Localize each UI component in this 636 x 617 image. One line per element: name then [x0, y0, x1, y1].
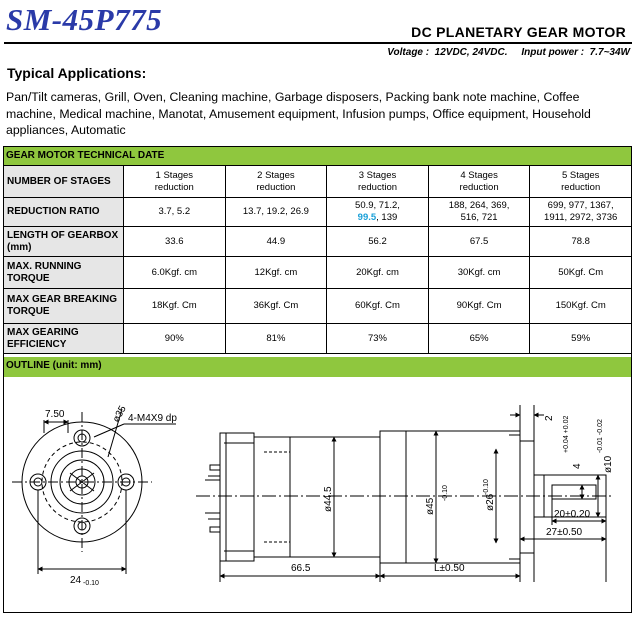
spec-section-bar: GEAR MOTOR TECHNICAL DATE	[3, 147, 632, 165]
row-label: NUMBER OF STAGES	[4, 166, 124, 198]
table-cell: 6.0Kgf. cm	[124, 257, 226, 289]
table-row	[4, 289, 632, 324]
table-cell: 56.2	[327, 227, 429, 257]
table-row	[4, 257, 632, 289]
table-cell: 44.9	[225, 227, 327, 257]
table-cell: 60Kgf. Cm	[327, 289, 429, 324]
table-cell: 3.7, 5.2	[124, 198, 226, 227]
front-view	[12, 409, 176, 574]
dim-445: ø44.5	[323, 486, 334, 512]
dim-45-tol: -0.10	[442, 485, 449, 501]
table-cell: 73%	[327, 324, 429, 354]
dim-l: L±0.50	[434, 563, 465, 574]
table-cell: 65%	[428, 324, 530, 354]
stage-header: 4 Stages reduction	[428, 166, 530, 198]
stage-header: 1 Stages reduction	[124, 166, 226, 198]
table-cell: 30Kgf. cm	[428, 257, 530, 289]
row-label: MAX. RUNNING TORQUE	[4, 257, 124, 289]
table-row	[4, 227, 632, 257]
table-cell: 699, 977, 1367, 1911, 2972, 3736	[530, 198, 632, 227]
dim-26: ø26	[485, 493, 496, 511]
dim-24: 24	[70, 575, 82, 586]
row-label: MAX GEAR BREAKING TORQUE	[4, 289, 124, 324]
table-cell: 90%	[124, 324, 226, 354]
table-cell: 78.8	[530, 227, 632, 257]
dim-10: ø10	[603, 455, 614, 473]
dim-45: ø45	[425, 497, 436, 515]
table-cell: 33.6	[124, 227, 226, 257]
spec-table	[3, 165, 632, 354]
table-cell: 18Kgf. Cm	[124, 289, 226, 324]
dim-750: 7.50	[45, 409, 65, 420]
dim-27: 27±0.50	[546, 527, 583, 538]
table-row	[4, 324, 632, 354]
dim-20: 20±0.20	[554, 509, 591, 520]
table-row	[4, 166, 632, 198]
dim-665: 66.5	[291, 563, 311, 574]
dim-24-tol: -0.10	[83, 580, 99, 587]
dim-2: 2	[544, 415, 555, 421]
side-view	[196, 405, 614, 582]
row-label: MAX GEARING EFFICIENCY	[4, 324, 124, 354]
table-cell: 188, 264, 369, 516, 721	[428, 198, 530, 227]
dim-26-tol: -0.10	[483, 479, 490, 495]
outline-section-bar: OUTLINE (unit: mm)	[3, 357, 632, 377]
dim-holes: 4-M4X9 dp	[128, 413, 177, 424]
dim-10-tol: -0.01 -0.02	[597, 419, 604, 453]
row-label: LENGTH OF GEARBOX (mm)	[4, 227, 124, 257]
table-cell: 50Kgf. Cm	[530, 257, 632, 289]
outline-drawing	[4, 377, 631, 611]
table-cell: 50.9, 71.2, 99.5, 139	[327, 198, 429, 227]
dim-4-tol: +0.04 +0.02	[563, 415, 570, 453]
table-cell: 36Kgf. Cm	[225, 289, 327, 324]
table-cell: 13.7, 19.2, 26.9	[225, 198, 327, 227]
product-heading: DC PLANETARY GEAR MOTOR	[411, 24, 626, 40]
table-cell: 67.5	[428, 227, 530, 257]
table-cell: 150Kgf. Cm	[530, 289, 632, 324]
table-cell: 59%	[530, 324, 632, 354]
dim-35: ø35	[110, 404, 129, 425]
table-row	[4, 198, 632, 227]
model-title: SM-45P775	[6, 2, 163, 37]
voltage-line: Voltage : 12VDC, 24VDC. Input power : 7.7~34W	[387, 47, 630, 58]
stage-header: 5 Stages reduction	[530, 166, 632, 198]
applications-title: Typical Applications:	[7, 65, 147, 81]
header-divider	[4, 42, 632, 44]
table-cell: 90Kgf. Cm	[428, 289, 530, 324]
highlight-ratio: 99.5	[357, 212, 377, 223]
row-label: REDUCTION RATIO	[4, 198, 124, 227]
stage-header: 3 Stages reduction	[327, 166, 429, 198]
table-cell: 81%	[225, 324, 327, 354]
applications-text: Pan/Tilt cameras, Grill, Oven, Cleaning machine, Garbage disposers, Packing bank note machine, Coffee machine, Medical machine, Manotat, Amusement equipment, Infusion pumps, Office equipment, Household appliances, Automatic	[6, 90, 591, 137]
table-cell: 12Kgf. cm	[225, 257, 327, 289]
stage-header: 2 Stages reduction	[225, 166, 327, 198]
dim-4: 4	[572, 463, 583, 469]
table-cell: 20Kgf. cm	[327, 257, 429, 289]
outline-drawing-frame	[3, 377, 632, 613]
